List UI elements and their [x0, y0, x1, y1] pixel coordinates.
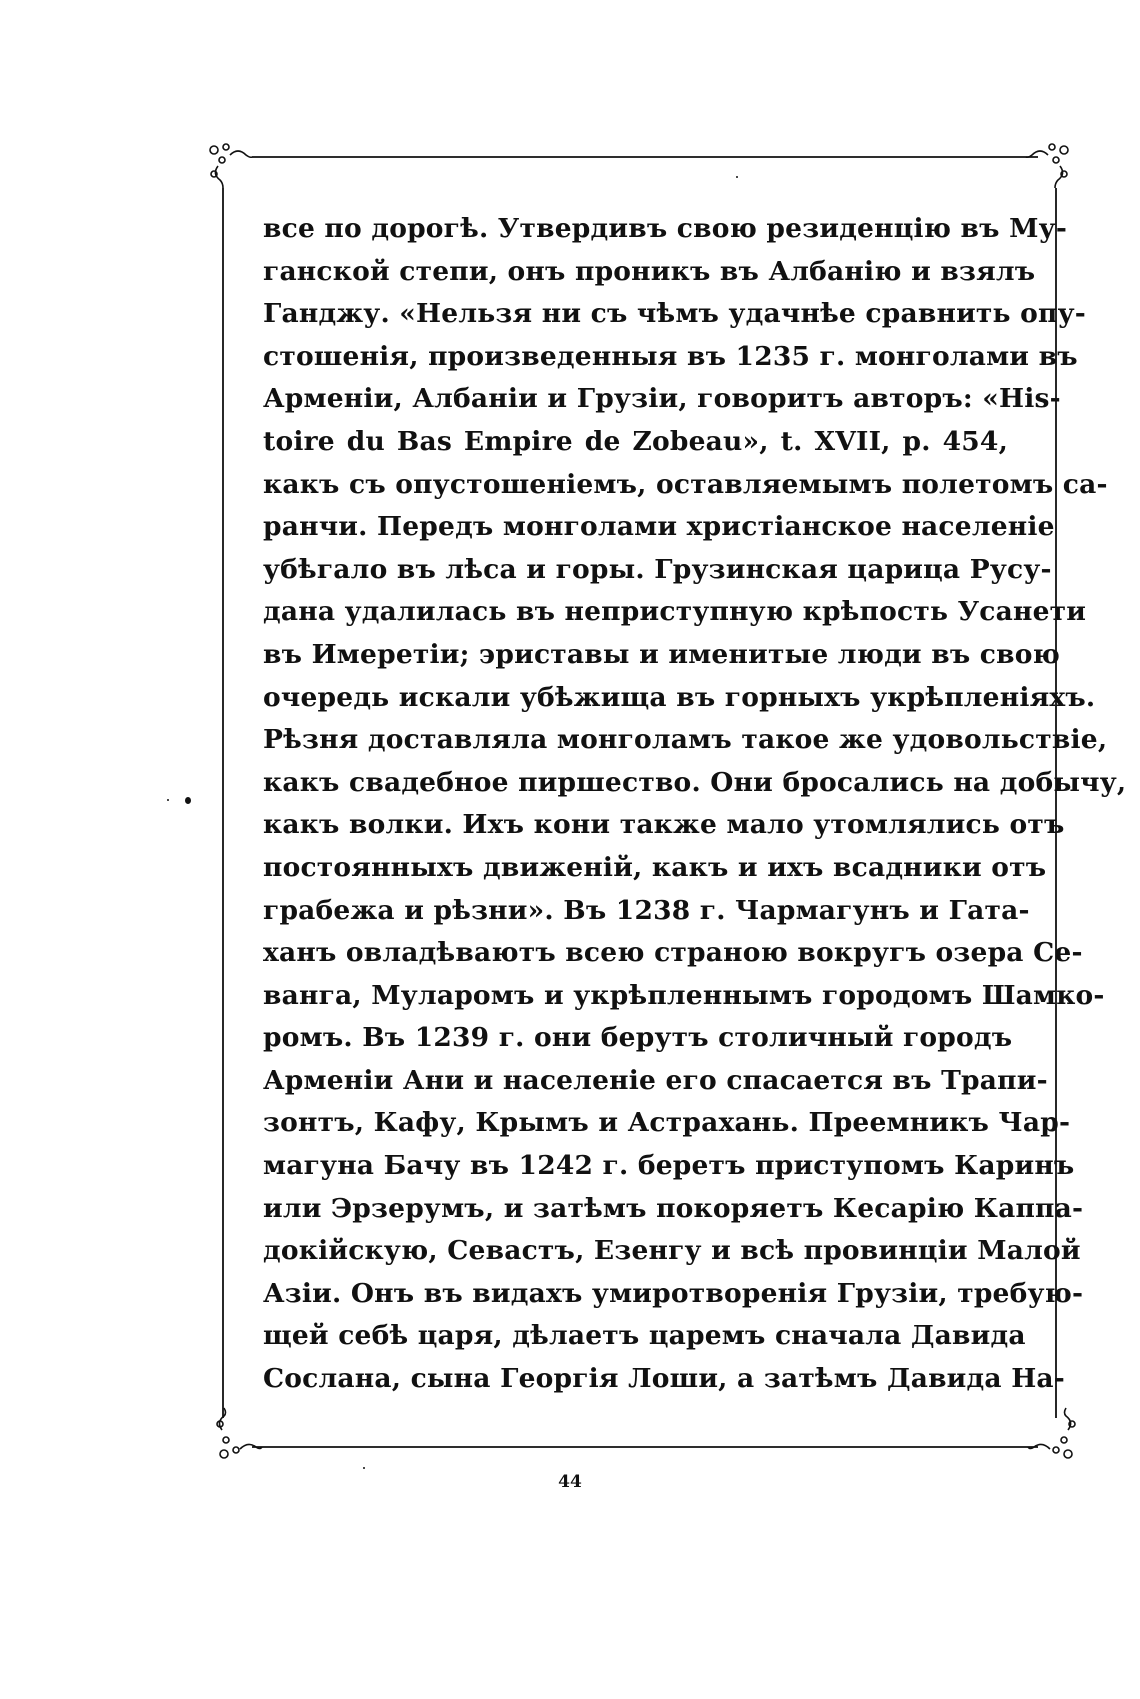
text-line: Азіи. Онъ въ видахъ умиротворенія Грузіи, требую- — [263, 1277, 1084, 1309]
text-line: какъ съ опустошеніемъ, оставляемымъ полетомъ са- — [263, 468, 1108, 500]
ink-speck — [167, 799, 169, 801]
corner-ornament-top-right — [1026, 144, 1068, 188]
text-line: зонтъ, Кафу, Крымъ и Астрахань. Преемникъ Чар- — [263, 1107, 1071, 1139]
text-line: постоянныхъ движеній, какъ и ихъ всадники отъ — [263, 851, 1047, 883]
text-line: Рѣзня доставляла монголамъ такое же удовольствіе, — [263, 724, 1108, 756]
text-line: ванга, Муларомъ и укрѣпленнымъ городомъ Шамко- — [263, 979, 1105, 1011]
corner-ornament-bottom-right — [1028, 1408, 1075, 1458]
ink-speck — [363, 1467, 365, 1469]
text-line: Арменіи Ани и населеніе его спасается въ Трапи- — [263, 1064, 1048, 1096]
page-number: 44 — [558, 1472, 582, 1492]
text-line: Сослана, сына Георгія Лоши, а затѣмъ Давида На- — [263, 1363, 1066, 1395]
text-line: щей себѣ царя, дѣлаетъ царемъ сначала Давида — [263, 1320, 1026, 1352]
text-line: toire du Bas Empire de Zobeau», t. XVII, p. 454, — [263, 425, 1008, 457]
text-line: стошенія, произведенныя въ 1235 г. монголами въ — [263, 340, 1078, 372]
text-line: или Эрзерумъ, и затѣмъ покоряетъ Кесарію Каппа- — [263, 1192, 1084, 1224]
text-line: Арменіи, Албаніи и Грузіи, говоритъ авторъ: «His- — [263, 383, 1061, 415]
text-line: магуна Бачу въ 1242 г. беретъ приступомъ Каринъ — [263, 1150, 1075, 1182]
text-line: Ганджу. «Нельзя ни съ чѣмъ удачнѣе сравнить опу- — [263, 298, 1086, 330]
text-line: дана удалилась въ неприступную крѣпость Усанети — [263, 596, 1087, 628]
text-line: грабежа и рѣзни». Въ 1238 г. Чармагунъ и Гата- — [263, 894, 1030, 926]
text-line: убѣгало въ лѣса и горы. Грузинская царица Русу- — [263, 553, 1052, 585]
corner-ornament-bottom-left — [217, 1408, 262, 1458]
text-line: какъ волки. Ихъ кони также мало утомлялись отъ — [263, 809, 1065, 841]
text-line: все по дорогѣ. Утвердивъ свою резиденцію въ Му- — [263, 213, 1068, 244]
text-line: въ Имеретіи; эриставы и именитые люди въ свою — [263, 638, 1060, 670]
text-line: ханъ овладѣваютъ всею страною вокругъ озера Се- — [263, 937, 1083, 969]
text-line: докійскую, Севастъ, Езенгу и всѣ провинціи Малой — [263, 1235, 1081, 1267]
text-line: ганской степи, онъ проникъ въ Албанію и взялъ — [263, 255, 1036, 287]
text-line: ромъ. Въ 1239 г. они берутъ столичный городъ — [263, 1022, 1013, 1054]
text-line: какъ свадебное пиршество. Они бросались на добычу, — [263, 766, 1127, 798]
corner-ornament-top-left — [210, 144, 252, 188]
body-text — [263, 208, 1127, 1401]
ink-speck — [185, 797, 191, 804]
text-line: очередь искали убѣжища въ горныхъ укрѣпленіяхъ. — [263, 681, 1096, 713]
text-line: ранчи. Передъ монголами христіанское населеніе — [263, 511, 1055, 543]
ink-speck — [736, 176, 738, 178]
